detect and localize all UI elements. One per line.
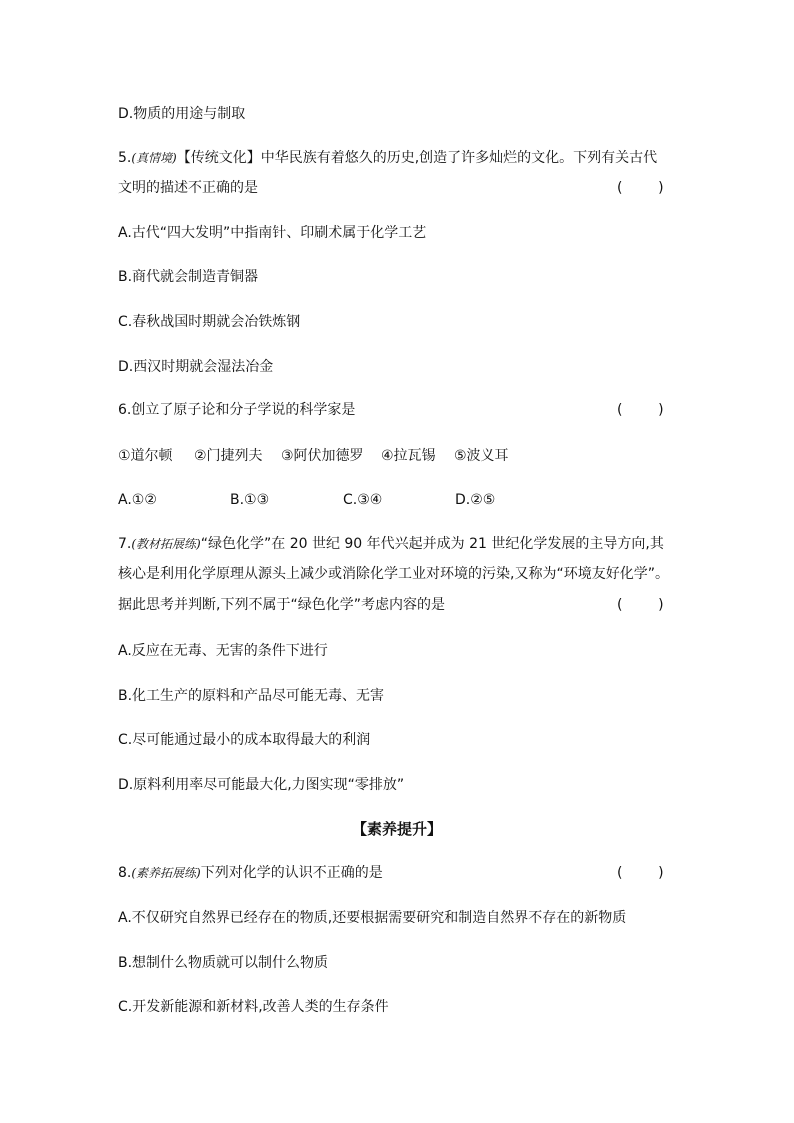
q8-number: 8. (118, 865, 132, 881)
q6-item-1: ①道尔顿 (118, 448, 173, 464)
q7-option-d: D.原料利用率尽可能最大化,力图实现“零排放” (118, 777, 405, 793)
q7-option-a: A.反应在无毒、无害的条件下进行 (118, 643, 328, 659)
q8-tag: (素养拓展练) (131, 866, 201, 880)
q7-answer-blank: ( ) (617, 597, 664, 613)
q5-stem-line1 (118, 148, 657, 168)
q5-stem-line2: 文明的描述不正确的是 (118, 180, 258, 196)
q4-option-d: D.物质的用途与制取 (118, 106, 246, 122)
q8-stem (118, 863, 383, 883)
q8-option-b: B.想制什么物质就可以制什么物质 (118, 955, 329, 971)
q8-option-c: C.开发新能源和新材料,改善人类的生存条件 (118, 999, 389, 1015)
q6-item-5: ⑤波义耳 (454, 448, 509, 464)
q5-option-d: D.西汉时期就会湿法冶金 (118, 359, 274, 375)
q5-option-c: C.春秋战国时期就会冶铁炼钢 (118, 314, 301, 330)
q6-option-d: D.②⑤ (455, 492, 496, 508)
q5-option-a: A.古代“四大发明”中指南针、印刷术属于化学工艺 (118, 225, 427, 241)
q5-tag: (真情境) (131, 151, 177, 165)
q5-option-b: B.商代就会制造青铜器 (118, 269, 259, 285)
q6-answer-blank: ( ) (617, 402, 664, 418)
q7-stem-text: “绿色化学”在 20 世纪 90 年代兴起并成为 21 世纪化学发展的主导方向,其 (200, 536, 664, 552)
q7-stem-line1 (118, 534, 664, 554)
section-title: 【素养提升】 (351, 820, 442, 838)
q5-stem-text: 【传统文化】中华民族有着悠久的历史,创造了许多灿烂的文化。下列有关古代 (176, 150, 658, 166)
q8-option-a: A.不仅研究自然界已经存在的物质,还要根据需要研究和制造自然界不存在的新物质 (118, 910, 627, 926)
q8-stem-text: 下列对化学的认识不正确的是 (200, 865, 383, 881)
q6-item-3: ③阿伏加德罗 (281, 448, 364, 464)
q6-option-a: A.①② (118, 492, 157, 508)
q6-option-c: C.③④ (343, 492, 383, 508)
q6-stem: 6.创立了原子论和分子学说的科学家是 (118, 402, 356, 418)
q6-item-4: ④拉瓦锡 (381, 448, 436, 464)
q7-stem-line3: 据此思考并判断,下列不属于“绿色化学”考虑内容的是 (118, 597, 445, 613)
q7-stem-line2: 核心是利用化学原理从源头上减少或消除化学工业对环境的污染,又称为“环境友好化学”。 (118, 566, 669, 582)
q6-item-2: ②门捷列夫 (194, 448, 263, 464)
q6-option-b: B.①③ (230, 492, 270, 508)
q5-answer-blank: ( ) (617, 180, 664, 196)
q5-number: 5. (118, 150, 132, 166)
q7-tag: (教材拓展练) (131, 537, 201, 551)
q7-option-b: B.化工生产的原料和产品尽可能无毒、无害 (118, 688, 385, 704)
q7-option-c: C.尽可能通过最小的成本取得最大的利润 (118, 732, 371, 748)
q7-number: 7. (118, 536, 132, 552)
q8-answer-blank: ( ) (617, 865, 664, 881)
